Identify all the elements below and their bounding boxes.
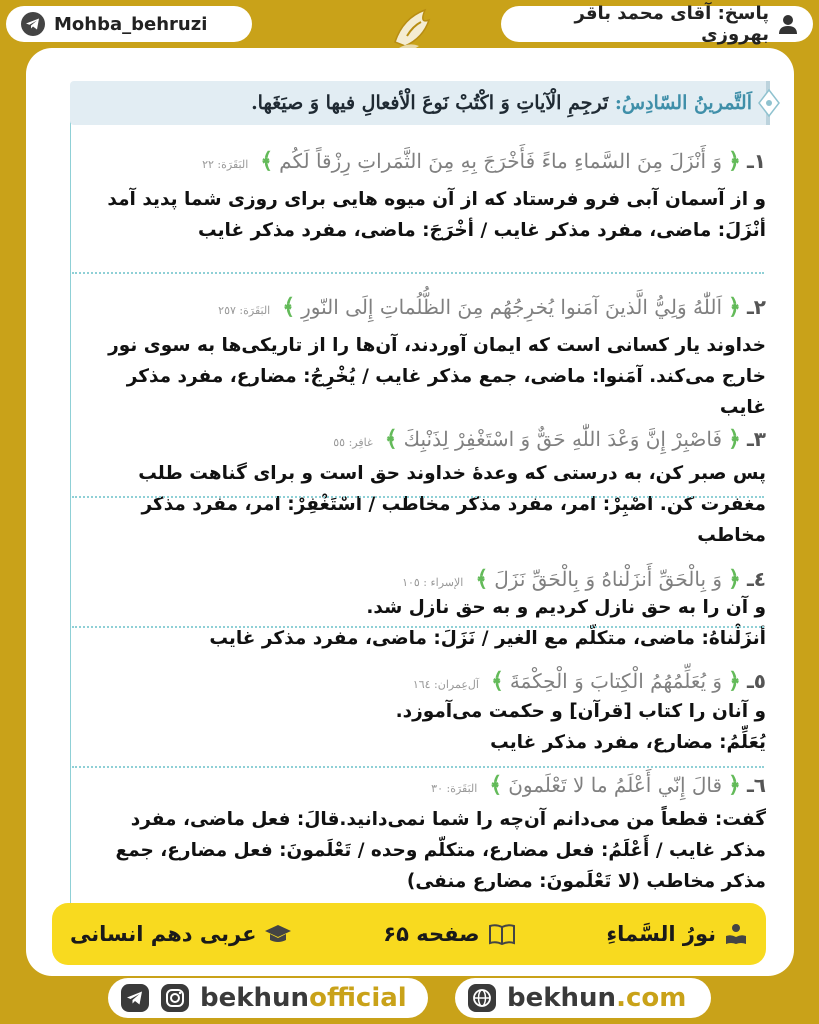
brace-open-icon: ﴿ (728, 294, 741, 320)
verse-reference: غافِر: ٥٥ (333, 436, 373, 449)
exercise-item-2 (60, 294, 766, 423)
url-part: .com (616, 983, 687, 1013)
exercise-item-5 (60, 668, 766, 758)
verse (60, 148, 766, 174)
grade-label (70, 922, 292, 946)
answer-line: خداوند یار کسانی است که ایمان آوردند، آن‌ها را از تاریکی‌ها به سوی نور (108, 335, 766, 356)
verse-reference: آل‌عِمران: ١٦٤ (412, 678, 479, 691)
exercise-title (251, 92, 752, 114)
verse-reference: البَقَرَة: ٢٥٧ (218, 304, 271, 317)
answer (60, 184, 766, 246)
verse-reference: الإسراء : ١٠٥ (402, 576, 464, 589)
instagram-icon (160, 983, 190, 1013)
item-number: ٥ـ (746, 669, 766, 693)
answer-line: گفت: قطعاً من می‌دانم آن‌چه را شما نمی‌دانید.قالَ: فعل ماضی، مفرد (130, 809, 766, 830)
answer-line: و آن را به حق نازل کردیم و به حق نازل شد. (366, 597, 766, 618)
answer (60, 592, 766, 654)
answer-line: مذکر مخاطب (لا تَعْلَمونَ: مضارع منفی) (406, 871, 766, 892)
brace-close-icon: ﴾ (260, 148, 274, 174)
brace-open-icon: ﴿ (728, 668, 741, 694)
verse-text: فَاصْبِرْ إِنَّ وَعْدَ اللّٰهِ حَقٌّ وَ اسْتَغْفِرْ لِذَنْبِكَ (403, 427, 723, 451)
verse-text: وَ بِالْحَقِّ أَنزَلْناهُ وَ بِالْحَقِّ نَزَلَ (494, 567, 723, 591)
handle-part: official (309, 983, 407, 1013)
grade-label-text: عربی دهم انسانی (70, 922, 257, 946)
verse-text: اَللّٰهُ وَلِيُّ الَّذينَ آمَنوا يُخرِجُهُم مِنَ الظُّلُماتِ إِلَى النّورِ (301, 295, 723, 319)
answer-line: و آنان را کتاب [قرآن] و حکمت می‌آموزد. (395, 701, 766, 722)
answer-line: یُعَلِّمُ: مضارع، مفرد مذکر غایب (490, 732, 766, 753)
telegram-icon (120, 983, 150, 1013)
verse-text: قالَ إِنّي أَعْلَمُ ما لا تَعْلَمونَ (508, 773, 723, 797)
dotted-divider (72, 496, 764, 498)
exercise-title-label: اَلتَّمرينُ السّادِسُ: (614, 92, 752, 114)
item-number: ٣ـ (746, 427, 766, 451)
verse (60, 566, 766, 592)
telegram-channel-badge[interactable] (6, 6, 252, 42)
verse-text: وَ أَنْزَلَ مِنَ السَّماءِ ماءً فَأَخْرَجَ بِهِ مِنَ الثَّمَراتِ رِزْقاً لَكُم (279, 149, 723, 173)
exercise-title-bar (70, 81, 770, 125)
verse (60, 426, 766, 452)
website-pill[interactable] (455, 978, 711, 1018)
ornament-icon (758, 89, 780, 117)
dotted-divider (72, 272, 764, 274)
open-book-icon (488, 923, 516, 945)
answer-line: غایب (719, 397, 766, 418)
answer-line: و از آسمان آبی فرو فرستاد که از آن میوه هایی برای روزی شما پدید آمد (107, 189, 766, 210)
brace-close-icon: ﴾ (282, 294, 296, 320)
answer-author: پاسخ: آقای محمد باقر بهروزی (574, 3, 769, 45)
handle-part: bekhun (200, 983, 310, 1013)
answer-line: مغفرت کن. اصْبِرْ: امر، مفرد مذکر مخاطب / اسْتَغْفِرْ: امر، مفرد مذکر (141, 494, 766, 515)
brace-close-icon: ﴾ (384, 426, 398, 452)
answer-line: أنْزَلَ: ماضی، مفرد مذکر غایب / أخْرَجَ: ماضی، مفرد مذکر غایب (198, 220, 766, 241)
page-number-text: صفحه ۶۵ (383, 922, 480, 946)
user-icon (777, 13, 799, 35)
brace-close-icon: ﴾ (490, 668, 504, 694)
exercise-item-3 (60, 426, 766, 551)
dotted-divider (72, 766, 764, 768)
item-number: ٤ـ (746, 567, 766, 591)
telegram-icon (20, 11, 46, 37)
answer-line: مذکر غایب / أَعْلَمُ: فعل مضارع، متکلّم وحده / تَعْلَمونَ: فعل مضارع، جمع (115, 840, 766, 861)
globe-icon (467, 983, 497, 1013)
social-handle (200, 983, 407, 1013)
brace-close-icon: ﴾ (489, 772, 503, 798)
url-part: bekhun (507, 983, 617, 1013)
answer (60, 458, 766, 551)
dotted-divider (72, 626, 764, 628)
book-title-text: نورُ السَّماءِ (606, 922, 716, 946)
verse (60, 772, 766, 798)
item-number: ٦ـ (746, 773, 766, 797)
exercise-item-4 (60, 566, 766, 654)
verse-reference: البَقَرَة: ٣٠ (431, 782, 478, 795)
brace-open-icon: ﴿ (728, 148, 741, 174)
graduation-cap-icon (264, 923, 292, 945)
verse (60, 294, 766, 320)
exercise-item-6 (60, 772, 766, 897)
verse-reference: البَقَرَة: ٢٢ (202, 158, 249, 171)
exercise-title-instruction: تَرجِمِ الْآياتِ وَ اكْتُبْ نَوعَ الْأفعالِ فيها وَ صيَغَها. (251, 92, 609, 114)
item-number: ١ـ (746, 149, 766, 173)
answer-line: پس صبر کن، به درستی که وعدهٔ خداوند حق است و برای گناهت طلب (138, 463, 766, 484)
reader-icon (724, 923, 748, 945)
brace-close-icon: ﴾ (475, 566, 489, 592)
channel-name: Mohba_behruzi (54, 13, 208, 35)
answer-line: أنزَلْناهُ: ماضی، متکلّم مع الغیر / نَزَلَ: ماضی، مفرد مذکر غایب (209, 628, 766, 649)
answer-author-badge (501, 3, 813, 45)
verse-text: وَ يُعَلِّمُهُمُ الْكِتابَ وَ الْحِكْمَةَ (509, 669, 723, 693)
brace-open-icon: ﴿ (728, 426, 741, 452)
book-title (606, 922, 748, 946)
brace-open-icon: ﴿ (728, 566, 741, 592)
answer-line: خارج می‌کند. آمَنوا: ماضی، جمع مذکر غایب / یُخْرِجُ: مضارع، مفرد مذکر (126, 366, 766, 387)
social-handle-pill[interactable] (108, 978, 428, 1018)
answer-line: مخاطب (697, 525, 766, 546)
answer (60, 804, 766, 897)
book-info-bar (52, 903, 766, 965)
item-number: ٢ـ (746, 295, 766, 319)
verse (60, 668, 766, 694)
answer (60, 696, 766, 758)
website-url (507, 983, 686, 1013)
answer (60, 330, 766, 423)
brace-open-icon: ﴿ (728, 772, 741, 798)
top-header (0, 0, 819, 52)
exercise-item-1 (60, 148, 766, 246)
page-number (383, 922, 515, 946)
